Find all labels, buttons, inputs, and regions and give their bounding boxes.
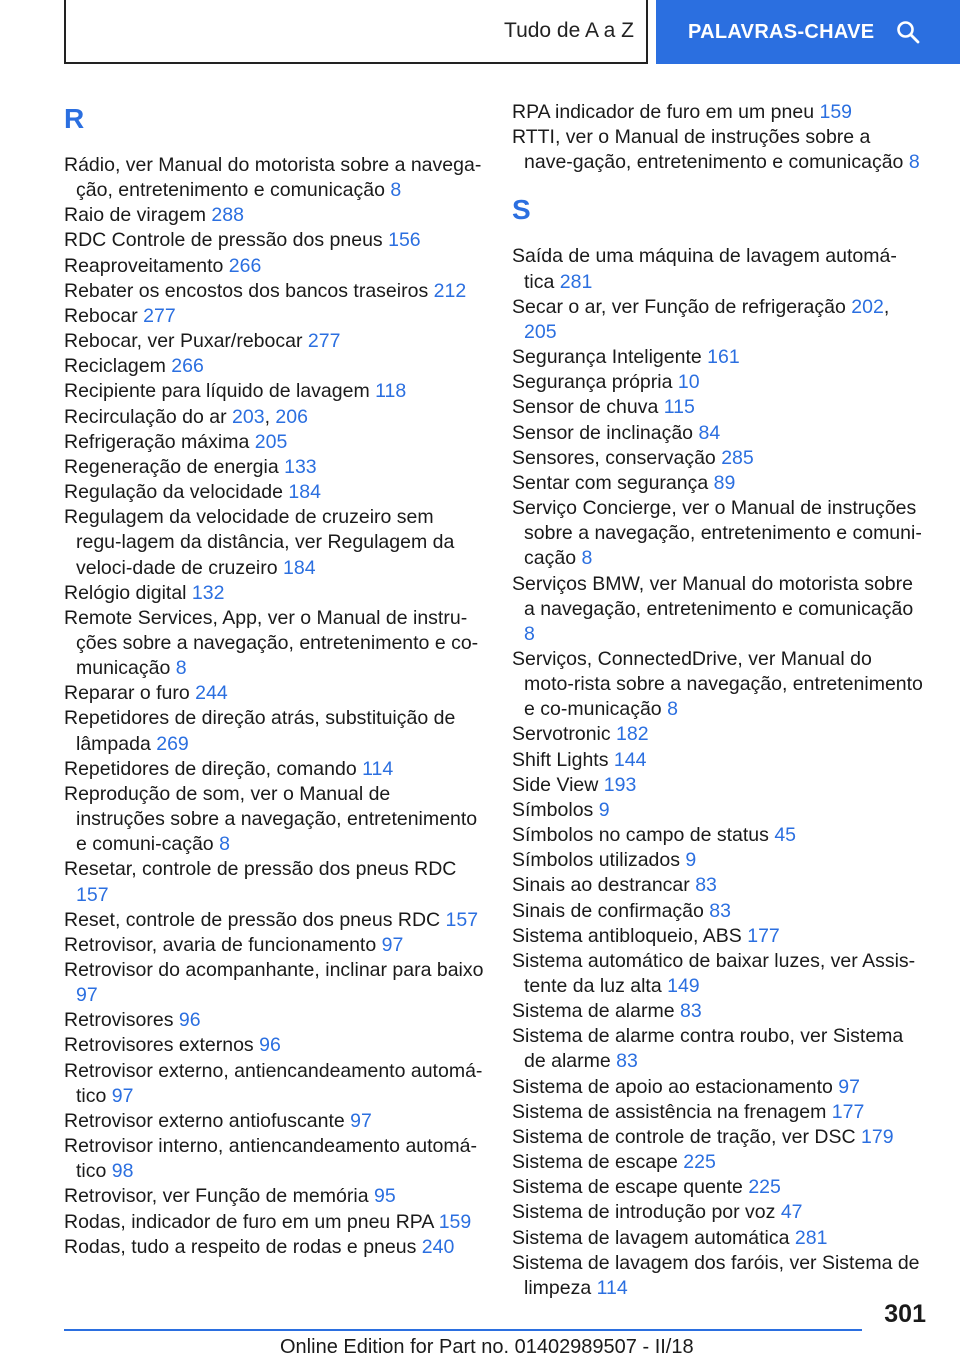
index-entry <box>512 1125 924 1150</box>
page-link[interactable]: 203 <box>232 405 265 428</box>
entry-text: Sistema de lavagem dos faróis, ver Sistema de limpeza <box>512 1251 920 1299</box>
index-entry <box>64 304 484 329</box>
index-entry <box>512 949 924 999</box>
entry-text: Regeneração de energia <box>64 455 279 478</box>
entry-text: Retrovisor, avaria de funcionamento <box>64 933 377 956</box>
entry-text: Serviço Concierge, ver o Manual de instruções sobre a navegação, entretenimento e comuni‐cação <box>512 497 922 570</box>
page-link[interactable]: 266 <box>228 254 262 277</box>
page-link[interactable]: 157 <box>76 883 109 906</box>
index-entry <box>64 1184 484 1209</box>
index-entry <box>64 480 484 505</box>
entry-text: Sensor de inclinação <box>512 421 694 444</box>
entry-text: RTTI, ver o Manual de instruções sobre a nave‐gação, entretenimento e comunicação <box>512 126 904 174</box>
entry-text: Sistema de alarme <box>512 1000 675 1023</box>
page-link[interactable]: 97 <box>111 1084 134 1107</box>
page-link[interactable]: 202 <box>851 295 884 318</box>
index-entry <box>512 395 924 420</box>
entry-text: Regulagem da velocidade de cruzeiro sem regu‐lagem da distância, ver Regulagem da veloci‐dade de cruzeiro <box>64 506 455 579</box>
index-entry <box>64 254 484 279</box>
entry-text: Reaproveitamento <box>64 254 224 277</box>
index-entry <box>512 999 924 1024</box>
index-entry <box>64 958 484 1008</box>
page-link[interactable]: 115 <box>663 396 695 419</box>
page-number: 301 <box>884 1300 926 1328</box>
page-link[interactable]: 47 <box>780 1201 803 1224</box>
entry-text: Símbolos no campo de status <box>512 824 769 847</box>
entry-text: Refrigeração máxima <box>64 430 250 453</box>
entry-text: Repetidores de direção, comando <box>64 757 357 780</box>
page-link[interactable]: 193 <box>603 773 637 796</box>
page-link[interactable]: 182 <box>616 723 649 746</box>
page-link[interactable]: 114 <box>596 1276 628 1299</box>
entry-text: Sensor de chuva <box>512 396 659 419</box>
entry-text: Retrovisores externos <box>64 1034 254 1057</box>
page-link[interactable]: 177 <box>831 1100 865 1123</box>
index-entry <box>64 228 484 253</box>
page-link[interactable]: 285 <box>721 446 754 469</box>
page-link[interactable]: 8 <box>581 547 593 570</box>
index-entry <box>512 100 924 125</box>
search-icon <box>896 20 920 44</box>
index-entry <box>64 379 484 404</box>
index-entry <box>512 1024 924 1074</box>
index-entry <box>64 1059 484 1109</box>
entry-text: Retrovisor externo antiofuscante <box>64 1109 345 1132</box>
page-link[interactable]: 159 <box>819 101 853 123</box>
page-link[interactable]: 8 <box>219 833 230 856</box>
index-entry <box>512 848 924 873</box>
index-column-left <box>64 100 484 1260</box>
page-link[interactable]: 9 <box>685 849 697 872</box>
entry-text: Retrovisor interno, antiencandeamento automá‐tico <box>64 1135 477 1183</box>
entry-text: Repetidores de direção atrás, substituição de lâmpada <box>64 707 456 755</box>
index-entry <box>64 153 484 203</box>
page-link[interactable]: 184 <box>288 481 321 504</box>
index-entry <box>64 329 484 354</box>
entry-text: Sinais ao destrancar <box>512 874 690 897</box>
index-entry <box>64 279 484 304</box>
entry-text: Sensores, conservação <box>512 446 716 469</box>
tab-a-to-z-label: Tudo de A a Z <box>504 19 634 42</box>
page-link[interactable]: 8 <box>667 698 678 721</box>
page-link[interactable]: 184 <box>283 556 316 579</box>
tab-keywords[interactable] <box>656 0 960 64</box>
entry-text: Resetar, controle de pressão dos pneus RDC <box>64 858 457 881</box>
page-link[interactable]: 132 <box>191 581 225 604</box>
top-navigation <box>0 0 960 66</box>
page-link[interactable]: 9 <box>598 798 610 821</box>
tab-keywords-label: PALAVRAS-CHAVE <box>688 20 875 43</box>
entry-text: Sentar com segurança <box>512 471 709 494</box>
index-entry <box>64 706 484 756</box>
index-entry <box>512 471 924 496</box>
index-entry <box>512 1075 924 1100</box>
section-letter-r: R <box>64 103 85 134</box>
index-entry <box>512 823 924 848</box>
page-link[interactable]: 206 <box>275 405 308 428</box>
page-link[interactable]: 97 <box>838 1075 860 1098</box>
page-link[interactable]: 177 <box>747 924 780 947</box>
entry-text: Relógio digital <box>64 581 187 604</box>
index-entry <box>512 572 924 647</box>
page-link[interactable]: 240 <box>421 1235 455 1258</box>
page-link[interactable]: 212 <box>433 279 467 302</box>
page-link[interactable]: 89 <box>713 471 736 494</box>
index-entry <box>64 1033 484 1058</box>
entry-text: Sistema de assistência na frenagem <box>512 1100 827 1123</box>
entry-text: Rebater os encostos dos bancos traseiros <box>64 279 429 302</box>
entry-text: RPA indicador de furo em um pneu <box>512 101 815 123</box>
page-link[interactable]: 97 <box>76 984 98 1007</box>
index-entry: Recirculação do ar 203, 206 <box>64 405 308 428</box>
index-entry <box>512 1251 924 1301</box>
entry-text: Símbolos <box>512 798 594 821</box>
index-entry <box>64 581 484 606</box>
page-link[interactable]: 96 <box>178 1009 201 1032</box>
entry-text: Reciclagem <box>64 355 166 378</box>
entry-text: Serviços BMW, ver Manual do motorista sobre a navegação, entretenimento e comunicação <box>512 572 914 620</box>
page-link[interactable]: 8 <box>524 622 535 645</box>
entry-text: Recipiente para líquido de lavagem <box>64 380 370 403</box>
entry-text: Serviços, ConnectedDrive, ver Manual do moto‐rista sobre a navegação, entretenimento e co‐municação <box>512 647 923 721</box>
index-entry <box>64 354 484 379</box>
entry-text: Sistema de introdução por voz <box>512 1201 776 1224</box>
index-entry <box>64 606 484 681</box>
page-link[interactable]: 225 <box>748 1176 781 1199</box>
entry-text: Reprodução de som, ver o Manual de instruções sobre a navegação, entretenimento e comuni‐cação <box>64 782 478 856</box>
index-entry <box>512 446 924 471</box>
index-entry <box>512 873 924 898</box>
index-entry <box>512 798 924 823</box>
entry-text: Rodas, indicador de furo em um pneu RPA <box>64 1210 434 1233</box>
index-entry <box>64 757 484 782</box>
entry-text: Sinais de confirmação <box>512 899 704 922</box>
index-entry <box>512 421 924 446</box>
entry-text: Símbolos utilizados <box>512 849 680 872</box>
page-link[interactable]: 45 <box>774 824 797 847</box>
entry-text: Raio de viragem <box>64 204 206 227</box>
page-link[interactable]: 8 <box>390 179 402 202</box>
page-link[interactable]: 97 <box>350 1109 372 1132</box>
entry-text: RDC Controle de pressão dos pneus <box>64 229 383 252</box>
page-link[interactable]: 281 <box>794 1226 828 1249</box>
index-entry <box>64 857 484 907</box>
entry-text: Rebocar <box>64 304 138 327</box>
page-link[interactable]: 10 <box>677 371 700 394</box>
index-entry <box>512 125 924 175</box>
page-link[interactable]: 179 <box>861 1125 894 1148</box>
page-link[interactable]: 205 <box>524 320 557 343</box>
index-entry <box>64 430 484 455</box>
page-link[interactable]: 83 <box>709 899 731 922</box>
page-link[interactable]: 157 <box>445 908 479 931</box>
entry-text: Sistema de alarme contra roubo, ver Sistema de alarme <box>512 1025 904 1073</box>
page-link[interactable]: 8 <box>908 151 920 174</box>
entry-text: Reparar o furo <box>64 682 190 705</box>
entry-text: Reset, controle de pressão dos pneus RDC <box>64 908 441 931</box>
page-link[interactable]: 114 <box>362 757 394 780</box>
index-entry <box>512 1150 924 1175</box>
entry-text: Side View <box>512 773 599 796</box>
entry-text: Retrovisor externo, antiencandeamento automá‐tico <box>64 1059 483 1107</box>
index-entry <box>64 455 484 480</box>
section-letter-s: S <box>512 194 531 226</box>
page-link[interactable]: 83 <box>616 1050 638 1073</box>
index-entry <box>64 1134 484 1184</box>
page-link[interactable]: 84 <box>698 421 721 444</box>
index-entry <box>64 1235 484 1260</box>
entry-text: Sistema de escape quente <box>512 1176 743 1199</box>
page-link[interactable]: 161 <box>707 346 740 369</box>
page-link[interactable]: 205 <box>254 430 288 453</box>
page-link[interactable]: 156 <box>388 229 421 252</box>
page-link[interactable]: 269 <box>156 732 189 755</box>
index-column-right <box>512 100 924 1301</box>
page-link[interactable]: 266 <box>171 355 204 378</box>
entry-text: Sistema antibloqueio, ABS <box>512 924 742 947</box>
index-entry <box>64 1008 484 1033</box>
index-entry: Secar o ar, ver Função de refrigeração 202, 205 <box>512 295 890 343</box>
index-entry <box>512 1200 924 1225</box>
tab-a-to-z[interactable] <box>64 0 648 64</box>
index-entry <box>64 908 484 933</box>
page-link[interactable]: 225 <box>683 1151 716 1174</box>
entry-list-r <box>64 153 484 1260</box>
page-link[interactable]: 144 <box>613 748 647 771</box>
entry-text: Recirculação do ar <box>64 405 227 428</box>
index-entry <box>64 1109 484 1134</box>
entry-text: Sistema de lavagem automática <box>512 1226 790 1249</box>
entry-list-r-continued <box>512 100 924 175</box>
index-entry <box>512 1100 924 1125</box>
page-link[interactable]: 96 <box>259 1034 281 1057</box>
entry-text: Rebocar, ver Puxar/rebocar <box>64 330 303 353</box>
index-entry <box>512 1175 924 1200</box>
index-entry <box>64 933 484 958</box>
page-link[interactable]: 281 <box>559 270 593 293</box>
index-entry <box>512 722 924 747</box>
page-link[interactable]: 133 <box>284 455 317 478</box>
index-entry <box>512 773 924 798</box>
index-entry <box>512 647 924 722</box>
page-link[interactable]: 288 <box>211 204 244 227</box>
index-entry <box>512 496 924 571</box>
entry-text: Segurança Inteligente <box>512 346 702 369</box>
page-link[interactable]: 97 <box>381 933 404 956</box>
page-link[interactable]: 8 <box>175 657 187 680</box>
index-entry <box>512 370 924 395</box>
entry-text: Retrovisor, ver Função de memória <box>64 1185 369 1208</box>
index-entry <box>64 1210 484 1235</box>
entry-text: Segurança própria <box>512 371 673 394</box>
entry-text: Retrovisores <box>64 1009 174 1032</box>
entry-text: Sistema automático de baixar luzes, ver Assis‐tente da luz alta <box>512 949 916 997</box>
page-link[interactable]: 98 <box>111 1160 134 1183</box>
entry-text: Saída de uma máquina de lavagem automá‐tica <box>512 245 897 293</box>
page-link[interactable]: 83 <box>680 1000 702 1023</box>
index-entry <box>64 505 484 580</box>
entry-text: Remote Services, App, ver o Manual de instru‐ções sobre a navegação, entretenimento e co‐municação <box>64 606 479 680</box>
entry-text: Rádio, ver Manual do motorista sobre a navega‐ção, entretenimento e comunicação <box>64 154 482 202</box>
page-link[interactable]: 83 <box>695 874 717 897</box>
entry-text: Shift Lights <box>512 748 609 771</box>
index-entry <box>512 924 924 949</box>
footer-divider <box>64 1329 862 1331</box>
index-entry <box>512 1226 924 1251</box>
entry-text: Servotronic <box>512 723 611 746</box>
index-entry <box>512 899 924 924</box>
page-link[interactable]: 244 <box>195 682 228 705</box>
index-entry <box>64 782 484 857</box>
index-entry <box>64 203 484 228</box>
entry-text: Secar o ar, ver Função de refrigeração <box>512 295 846 318</box>
entry-text: Rodas, tudo a respeito de rodas e pneus <box>64 1235 417 1258</box>
entry-text: Retrovisor do acompanhante, inclinar para baixo <box>64 959 484 981</box>
page-link[interactable]: 149 <box>667 975 700 997</box>
page-link[interactable]: 277 <box>143 304 176 327</box>
entry-text: Sistema de escape <box>512 1151 678 1174</box>
entry-text: Regulação da velocidade <box>64 481 283 504</box>
edition-footer: Online Edition for Part no. 01402989507 - II/18 <box>280 1336 694 1358</box>
index-entry <box>512 345 924 370</box>
page-link[interactable]: 118 <box>375 380 407 403</box>
page-link[interactable]: 159 <box>438 1210 472 1233</box>
index-entry <box>512 244 924 294</box>
index-entry <box>64 681 484 706</box>
page-link[interactable]: 95 <box>373 1185 396 1208</box>
entry-list-s <box>512 244 924 1301</box>
entry-text: Sistema de controle de tração, ver DSC <box>512 1125 856 1148</box>
index-entry <box>512 748 924 773</box>
entry-text: Sistema de apoio ao estacionamento <box>512 1075 833 1098</box>
page-link[interactable]: 277 <box>307 330 341 353</box>
